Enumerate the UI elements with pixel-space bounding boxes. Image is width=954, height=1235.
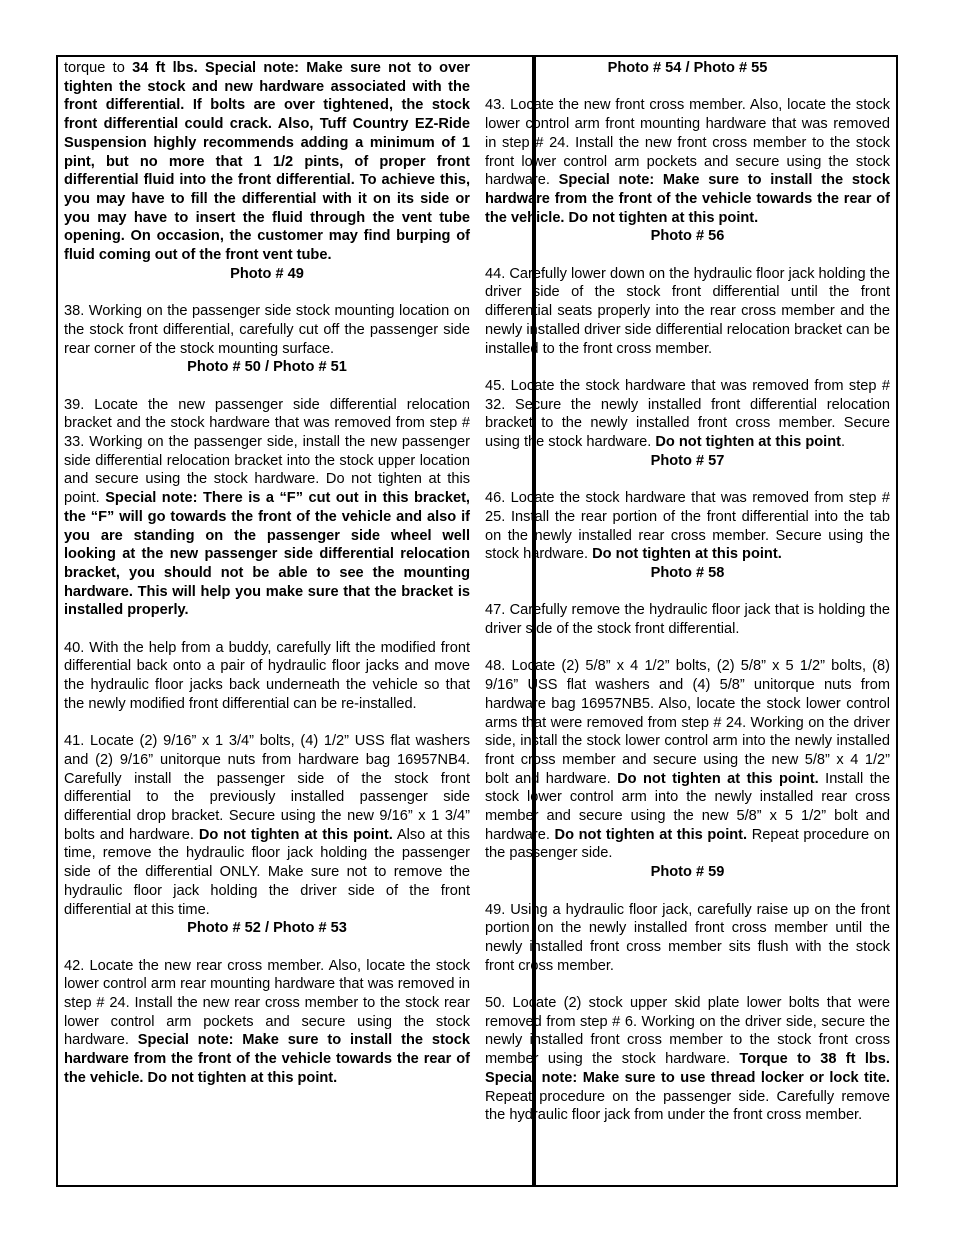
step-48-text <box>485 657 890 863</box>
bold-text-run: Special note: Make sure to install the stock hardware from the front of the vehicle towards the rear of the vehicle. Do not tighten at this point. <box>485 172 890 226</box>
text-run: 38. Working on the passenger side stock mounting location on the stock front differential, carefully cut off the passenger side rear corner of the stock mounting surface. <box>64 303 470 357</box>
photo-caption-56: Photo # 56 <box>650 228 725 245</box>
photo-caption-49: Photo # 49 <box>230 265 304 282</box>
step-38-text <box>64 302 470 358</box>
text-run: 50. Locate (2) stock upper skid plate lower bolts that were removed from step # 6. Working on the driver side, secure the newly installed front cross member to the stock front cross member using the stock hardware. <box>485 995 890 1068</box>
text-run: Also at this time, remove the hydraulic floor jack holding the passenger side of the differential ONLY. Make sure not to remove the hydraulic floor jack holding the driver side of the front differential at this time. <box>64 826 470 918</box>
bold-text-run: Do not tighten at this point <box>655 434 841 451</box>
bold-text-run: Special note: Make sure to install the stock hardware from the front of the vehicle towards the rear of the vehicle. Do not tighten at this point. <box>64 1032 470 1086</box>
photo-caption-50-51: Photo # 50 / Photo # 51 <box>187 359 347 376</box>
bold-text-run: Special note: There is a “F” cut out in this bracket, the “F” will go towards the front of the vehicle and also if you are standing on the passenger side wheel well looking at the new passenger side differential relocation bracket, you should not be able to see the mounting hardware. This will help you make sure that the bracket is installed properly. <box>64 490 470 619</box>
step-47-text <box>485 601 890 638</box>
text-run: Repeat procedure on the passenger side. <box>485 826 891 862</box>
step-49-text <box>485 901 890 976</box>
step-44-text <box>485 265 890 359</box>
step-45-text <box>485 377 890 452</box>
step-42-text <box>64 957 470 1088</box>
bold-text-run: 34 ft lbs. Special note: Make sure not to over tighten the stock and new hardware associated with the front differential. If bolts are over tightened, the stock front differential could crack. Also, Tuff Country EZ-Ride Suspension highly recommends adding a minimum of 1 pint, but no more that 1 1/2 pints, of proper front differential fluid into the front differential. To achieve this, you may have to fill the differential with it on its side or you may have to insert the fluid through the vent tube opening. On occasion, the customer may find burping of fluid coming out of the front vent tube. <box>64 60 470 264</box>
text-run: torque to <box>64 60 133 76</box>
text-run: 43. Locate the new front cross member. Also, locate the stock lower control arm front mounting hardware that was removed in step # 24. Install the new front cross member to the stock front lower control arm pockets and secure using the stock hardware. <box>485 97 890 189</box>
photo-caption-58: Photo # 58 <box>650 564 725 581</box>
text-run: Repeat procedure on the passenger side. Carefully remove the hydraulic floor jack from under the front cross member. <box>485 1088 890 1124</box>
text-run: 42. Locate the new rear cross member. Also, locate the stock lower control arm rear mounting hardware that was removed in step # 24. Install the new rear cross member to the stock rear lower control arm pockets and secure using the stock hardware. <box>64 957 470 1049</box>
bold-text-run: Do not tighten at this point. <box>592 546 782 563</box>
text-run: 39. Locate the new passenger side differential relocation bracket and the stock hardware that was removed from step # 33. Working on the passenger side, install the new passenger side differential relocation bracket into the stock upper location and secure using the stock hardware. Do not tighten at this point. <box>64 396 470 507</box>
text-run: 49. Using a hydraulic floor jack, carefully raise up on the front portion on the newly installed front cross member until the newly installed front cross member sits flush with the stock front cross member. <box>485 901 890 974</box>
photo-caption-54-55: Photo # 54 / Photo # 55 <box>607 60 768 76</box>
text-run: Install the stock lower control arm into the newly installed rear cross member and secure using the new 5/8” x 5 1/2” bolt and hardware. <box>485 770 890 843</box>
right-column <box>485 59 890 1125</box>
text-run: 46. Locate the stock hardware that was removed from step # 25. Install the rear portion of the front differential into the tab on the newly installed rear cross member. Secure using the stock hardware. <box>485 490 890 563</box>
bold-text-run: Do not tighten at this point. <box>554 826 748 843</box>
step-46-text <box>485 489 890 564</box>
step-50-text <box>485 994 890 1125</box>
photo-caption-52-53: Photo # 52 / Photo # 53 <box>187 920 347 937</box>
step-39-text <box>64 396 470 620</box>
step-43-text <box>485 96 890 227</box>
text-run: 47. Carefully remove the hydraulic floor jack that is holding the driver side of the stock front differential. <box>485 602 890 638</box>
bold-text-run: Do not tighten at this point. <box>198 826 393 843</box>
text-run: 48. Locate (2) 5/8” x 4 1/2” bolts, (2) 5/8” x 5 1/2” bolts, (8) 9/16” USS flat washers and (4) 5/8” unitorque nuts from hardware bag 16957NB5. Also, locate the stock lower control arms that were removed from step # 24. Working on the driver side, install the stock lower control arm into the newly installed front cross member and secure using the new 5/8” x 4 1/2” bolt and hardware. <box>485 658 890 787</box>
text-run: 41. Locate (2) 9/16” x 1 3/4” bolts, (4) 1/2” USS flat washers and (2) 9/16” unitorque nuts from hardware bag 16957NB4. Carefully install the passenger side of the stock front differential to the previously installed passenger side differential drop bracket. Secure using the new 9/16” x 1 3/4” bolts and hardware. <box>64 733 470 843</box>
text-run: 40. With the help from a buddy, carefully lift the modified front differential back onto a pair of hydraulic floor jacks and move the hydraulic floor jacks back underneath the vehicle so that the newly modified front differential can be re-installed. <box>64 639 470 712</box>
text-run: 45. Locate the stock hardware that was removed from step # 32. Secure the newly installed front differential relocation bracket to the newly installed front cross member. Secure using the stock hardware. <box>485 377 890 451</box>
bold-text-run: Do not tighten at this point. <box>617 770 819 787</box>
left-column <box>64 59 470 1088</box>
page-frame <box>56 55 898 1187</box>
photo-caption-59: Photo # 59 <box>650 864 725 881</box>
text-run: 44. Carefully lower down on the hydraulic floor jack holding the driver side of the stock front differential until the front differential seats properly into the rear cross member and the newly installed driver side differential relocation bracket can be installed to the front cross member. <box>485 265 890 357</box>
step-40-text <box>64 639 470 714</box>
photo-caption-57: Photo # 57 <box>650 452 725 469</box>
step-37-text <box>64 59 470 265</box>
text-run: . <box>841 434 846 451</box>
bold-text-run: Torque to 38 ft lbs. Special note: Make sure to use thread locker or lock tite. <box>485 1051 890 1086</box>
step-41-text <box>64 732 470 919</box>
